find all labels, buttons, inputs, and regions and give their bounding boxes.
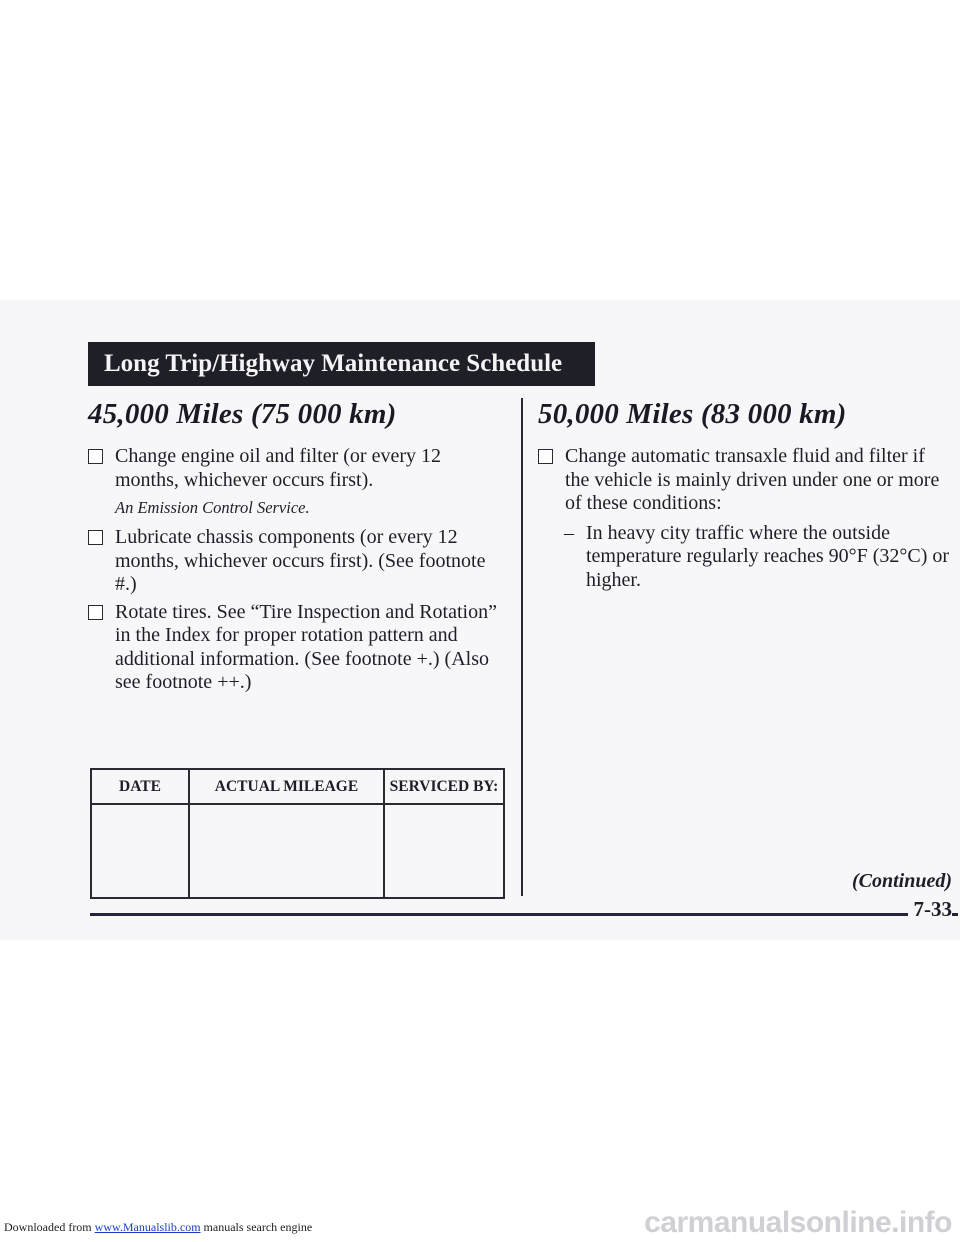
checklist-text: Rotate tires. See “Tire Inspection and Rotation” in the Index for proper rotation pattern and additional information. (See footnote +.) (Also see footnote ++.)	[115, 600, 497, 693]
watermark-logo: carmanualsonline.info	[644, 1206, 952, 1239]
interval-heading-45000: 45,000 Miles (75 000 km)	[88, 398, 397, 430]
continued-label: (Continued)	[851, 870, 952, 892]
checklist-item	[88, 445, 508, 492]
page-number: 7-33	[908, 897, 953, 922]
date-cell[interactable]	[91, 804, 189, 898]
checkbox-icon[interactable]	[88, 530, 103, 545]
checklist-text: Change automatic transaxle fluid and filter if the vehicle is mainly driven under one or more of these conditions:	[565, 445, 940, 514]
date-header: DATE	[91, 769, 189, 804]
mileage-header: ACTUAL MILEAGE	[189, 769, 384, 804]
checklist-text: Change engine oil and filter (or every 12 months, whichever occurs first).	[115, 445, 441, 491]
left-column	[88, 398, 508, 699]
manualslib-link[interactable]: www.Manualslib.com	[94, 1220, 201, 1234]
serviced-by-cell[interactable]	[384, 804, 504, 898]
column-divider	[521, 398, 523, 896]
right-column	[538, 398, 953, 592]
download-footer	[4, 1220, 312, 1235]
condition-text: In heavy city traffic where the outside temperature regularly reaches 90°F (32°C) or higher.	[586, 521, 950, 591]
serviced-by-header: SERVICED BY:	[384, 769, 504, 804]
section-header: Long Trip/Highway Maintenance Schedule	[88, 342, 595, 386]
checkbox-icon[interactable]	[538, 449, 553, 464]
table-row	[91, 804, 504, 898]
interval-heading-50000: 50,000 Miles (83 000 km)	[538, 398, 847, 430]
emission-note: An Emission Control Service.	[115, 498, 310, 517]
service-record-table	[90, 768, 505, 899]
checkbox-icon[interactable]	[88, 605, 103, 620]
dash-bullet-icon: –	[564, 521, 574, 544]
mileage-cell[interactable]	[189, 804, 384, 898]
checkbox-icon[interactable]	[88, 449, 103, 464]
table-header-row	[91, 769, 504, 804]
footer-prefix: Downloaded from	[4, 1220, 92, 1234]
checklist-item	[88, 601, 508, 695]
checklist-text: Lubricate chassis components (or every 12 months, whichever occurs first). (See footnote #.)	[115, 526, 486, 595]
checklist-item	[88, 526, 508, 597]
condition-item	[538, 522, 953, 593]
checklist-item	[538, 445, 953, 516]
footer-suffix: manuals search engine	[203, 1220, 313, 1234]
footer-rule	[90, 913, 958, 916]
